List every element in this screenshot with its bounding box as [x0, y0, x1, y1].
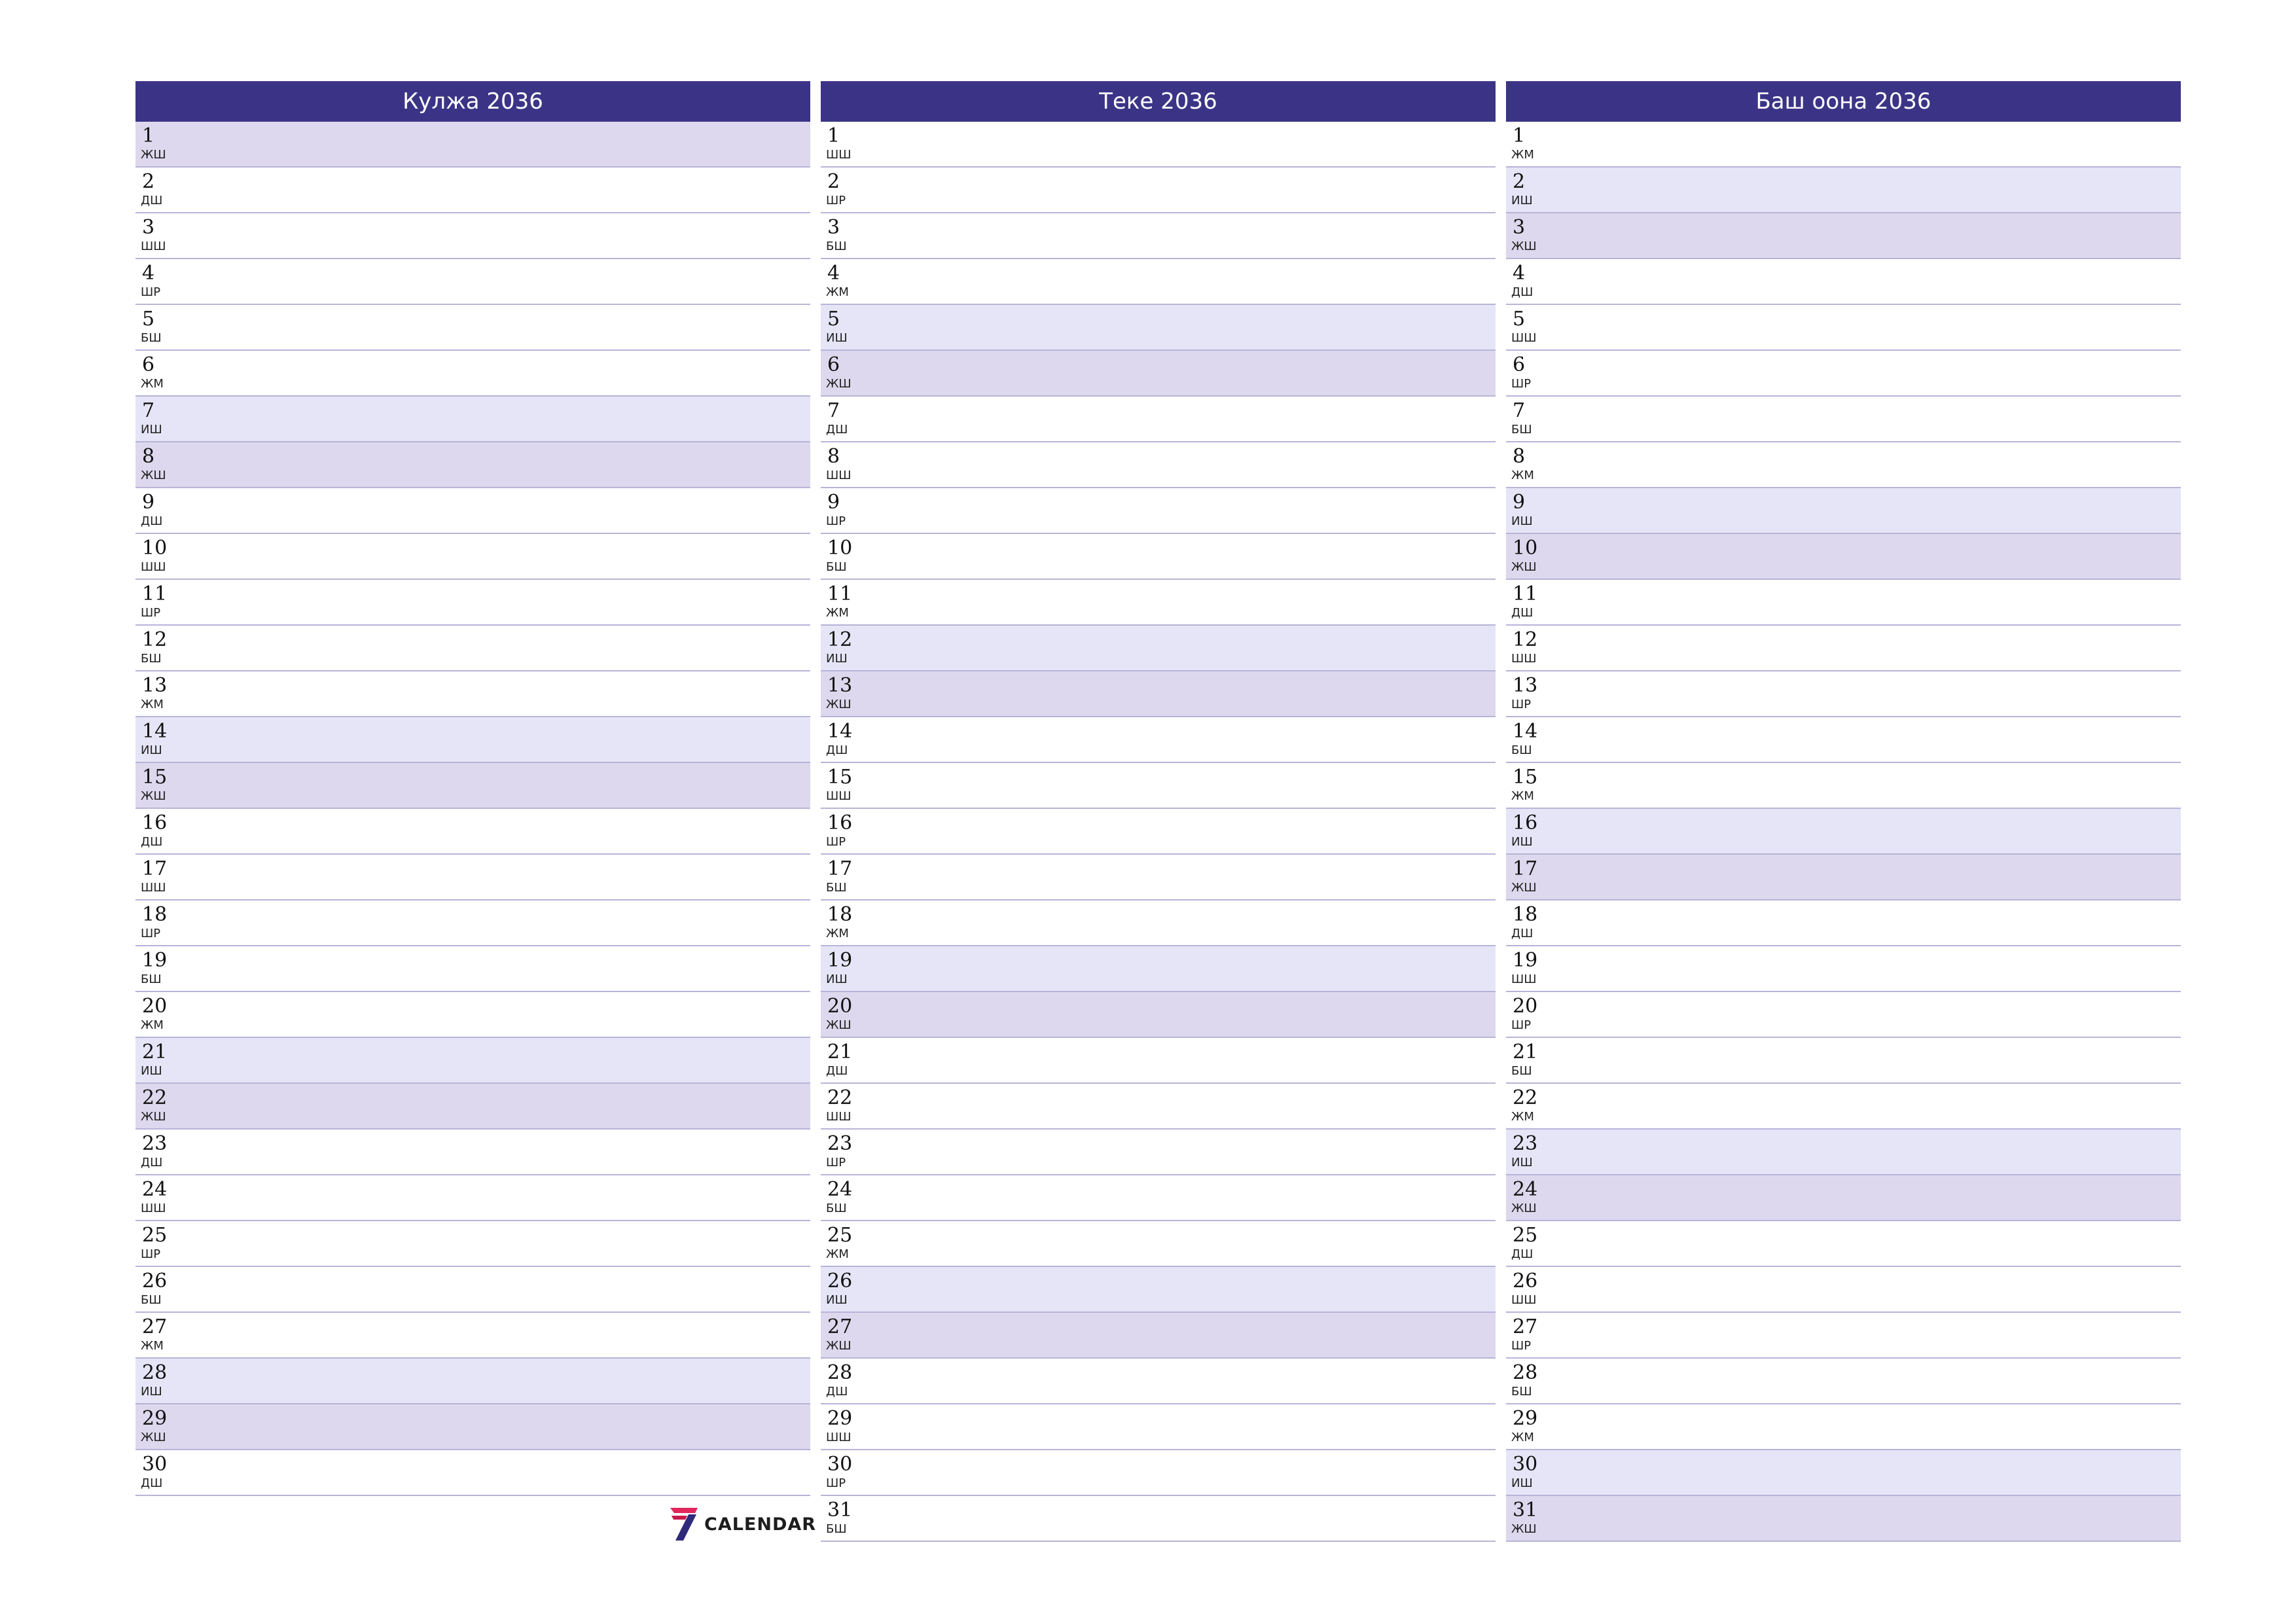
day-number: 14	[142, 720, 168, 743]
day-row	[135, 397, 810, 442]
day-row	[1506, 1359, 2181, 1404]
weekday-label: ЖШ	[826, 377, 852, 391]
day-number: 6	[142, 353, 155, 376]
day-number: 4	[827, 262, 840, 285]
day-number: 5	[827, 308, 840, 330]
day-number: 4	[142, 262, 155, 285]
day-number: 20	[1513, 995, 1538, 1018]
day-row	[1506, 1130, 2181, 1175]
day-row	[135, 488, 810, 534]
day-row	[821, 488, 1496, 534]
logo-text: CALENDAR	[704, 1514, 817, 1535]
day-number: 30	[1513, 1453, 1538, 1476]
weekday-label: БШ	[826, 240, 847, 253]
weekday-label: ЖМ	[1511, 148, 1534, 162]
day-row	[821, 717, 1496, 763]
day-number: 22	[827, 1086, 853, 1109]
day-number: 2	[1513, 170, 1526, 193]
day-row	[135, 259, 810, 305]
day-number: 1	[142, 124, 155, 147]
day-row	[135, 1313, 810, 1359]
day-number: 24	[827, 1178, 853, 1201]
day-number: 26	[142, 1270, 168, 1293]
weekday-label: ДШ	[826, 743, 848, 757]
weekday-label: ЖМ	[141, 1018, 164, 1032]
weekday-label: БШ	[1511, 743, 1532, 757]
weekday-label: ЖМ	[826, 1247, 849, 1261]
day-number: 24	[1513, 1178, 1538, 1201]
day-row	[821, 534, 1496, 580]
weekday-label: ШШ	[826, 1110, 852, 1124]
day-row	[135, 1084, 810, 1130]
weekday-label: БШ	[141, 1293, 162, 1307]
day-number: 18	[827, 903, 853, 926]
day-number: 3	[827, 216, 840, 239]
weekday-label: ИШ	[1511, 1476, 1533, 1490]
day-number: 7	[827, 399, 840, 422]
day-number: 29	[827, 1407, 853, 1430]
day-number: 17	[1513, 857, 1538, 880]
weekday-label: БШ	[141, 331, 162, 345]
day-row	[821, 809, 1496, 855]
day-row	[1506, 901, 2181, 946]
seven-logo-icon	[669, 1507, 699, 1542]
weekday-label: ШР	[826, 514, 846, 528]
day-row	[1506, 717, 2181, 763]
day-row	[1506, 305, 2181, 351]
weekday-label: ЖМ	[1511, 1110, 1534, 1124]
day-number: 21	[142, 1041, 168, 1063]
day-number: 12	[827, 628, 853, 651]
day-row	[1506, 1221, 2181, 1267]
day-row	[1506, 1084, 2181, 1130]
weekday-label: ШШ	[826, 789, 852, 803]
day-number: 2	[827, 170, 840, 193]
weekday-label: БШ	[1511, 1064, 1532, 1078]
weekday-label: ШШ	[141, 560, 166, 574]
day-number: 18	[1513, 903, 1538, 926]
day-row	[821, 992, 1496, 1038]
weekday-label: ИШ	[141, 1385, 162, 1399]
weekday-label: ДШ	[141, 194, 163, 207]
day-row	[1506, 351, 2181, 397]
weekday-label: ШР	[141, 606, 161, 620]
weekday-label: ШШ	[826, 469, 852, 482]
weekday-label: ЖМ	[826, 606, 849, 620]
day-row	[821, 1221, 1496, 1267]
weekday-label: ЖМ	[1511, 789, 1534, 803]
day-row	[135, 442, 810, 488]
day-row	[821, 168, 1496, 213]
day-row	[1506, 1313, 2181, 1359]
weekday-label: ЖШ	[141, 1431, 166, 1444]
weekday-label: ЖМ	[141, 698, 164, 711]
day-row	[821, 1313, 1496, 1359]
day-number: 15	[827, 766, 853, 789]
day-row	[821, 122, 1496, 168]
day-row	[1506, 671, 2181, 717]
calendar-grid	[135, 81, 2180, 1542]
day-number: 13	[1513, 674, 1538, 697]
day-number: 9	[827, 491, 840, 514]
weekday-label: БШ	[141, 972, 162, 986]
brand-logo	[669, 1507, 816, 1542]
day-row	[1506, 946, 2181, 992]
weekday-label: ШШ	[141, 881, 166, 895]
day-number: 11	[1513, 582, 1538, 605]
day-row	[821, 946, 1496, 992]
weekday-label: ДШ	[1511, 606, 1534, 620]
day-row	[135, 168, 810, 213]
day-number: 8	[1513, 445, 1526, 468]
day-row	[1506, 626, 2181, 671]
day-number: 7	[1513, 399, 1526, 422]
day-row	[135, 1267, 810, 1313]
day-row	[135, 717, 810, 763]
weekday-label: ШР	[826, 194, 846, 207]
day-number: 20	[142, 995, 168, 1018]
weekday-label: ЖМ	[141, 377, 164, 391]
day-row	[135, 763, 810, 809]
weekday-label: ШШ	[1511, 1293, 1537, 1307]
day-number: 6	[1513, 353, 1526, 376]
month-column	[135, 81, 810, 1542]
weekday-label: БШ	[141, 652, 162, 666]
weekday-label: ШШ	[826, 1431, 852, 1444]
weekday-label: ШШ	[141, 240, 166, 253]
day-row	[135, 1175, 810, 1221]
month-column	[821, 81, 1496, 1542]
weekday-label: ШШ	[1511, 972, 1537, 986]
day-number: 6	[827, 353, 840, 376]
day-row	[135, 626, 810, 671]
day-row	[135, 580, 810, 626]
day-number: 21	[827, 1041, 853, 1063]
day-number: 12	[1513, 628, 1538, 651]
day-number: 25	[1513, 1224, 1538, 1247]
weekday-label: ШШ	[826, 148, 852, 162]
weekday-label: ШР	[826, 1476, 846, 1490]
weekday-label: ДШ	[826, 1064, 848, 1078]
weekday-label: ШР	[1511, 1018, 1532, 1032]
day-number: 9	[1513, 491, 1526, 514]
day-number: 25	[142, 1224, 168, 1247]
weekday-label: ЖМ	[1511, 1431, 1534, 1444]
day-number: 23	[1513, 1132, 1538, 1155]
day-row	[821, 763, 1496, 809]
day-row	[1506, 397, 2181, 442]
day-number: 4	[1513, 262, 1526, 285]
weekday-label: БШ	[826, 881, 847, 895]
weekday-label: ЖШ	[826, 1018, 852, 1032]
day-row	[1506, 1404, 2181, 1450]
weekday-label: БШ	[826, 1202, 847, 1215]
day-row	[135, 1450, 810, 1496]
weekday-label: ШР	[826, 835, 846, 849]
weekday-label: ДШ	[141, 514, 163, 528]
day-number: 16	[827, 812, 853, 834]
weekday-label: ЖШ	[1511, 881, 1537, 895]
weekday-label: ДШ	[141, 1156, 163, 1169]
weekday-label: ЖШ	[141, 469, 166, 482]
day-number: 30	[827, 1453, 853, 1476]
day-number: 19	[1513, 949, 1538, 972]
weekday-label: ЖШ	[1511, 560, 1537, 574]
day-row	[821, 442, 1496, 488]
weekday-label: ЖМ	[826, 927, 849, 940]
weekday-label: ЖШ	[141, 1110, 166, 1124]
day-number: 14	[827, 720, 853, 743]
day-number: 18	[142, 903, 168, 926]
day-number: 21	[1513, 1041, 1538, 1063]
day-row	[135, 1404, 810, 1450]
day-row	[1506, 763, 2181, 809]
day-row	[1506, 1450, 2181, 1496]
day-row	[135, 213, 810, 259]
weekday-label: ЖШ	[826, 1339, 852, 1353]
weekday-label: ИШ	[1511, 514, 1533, 528]
weekday-label: ЖМ	[1511, 469, 1534, 482]
day-row	[821, 1084, 1496, 1130]
weekday-label: ШР	[826, 1156, 846, 1169]
day-row	[821, 1404, 1496, 1450]
day-number: 20	[827, 995, 853, 1018]
day-row	[1506, 1038, 2181, 1084]
weekday-label: ЖМ	[826, 285, 849, 299]
weekday-label: ИШ	[141, 423, 162, 437]
weekday-label: ИШ	[826, 331, 848, 345]
weekday-label: ШР	[141, 927, 161, 940]
day-number: 16	[1513, 812, 1538, 834]
day-number: 13	[142, 674, 168, 697]
weekday-label: ЖМ	[141, 1339, 164, 1353]
day-number: 5	[142, 308, 155, 330]
day-row	[821, 1450, 1496, 1496]
day-number: 5	[1513, 308, 1526, 330]
day-row	[821, 351, 1496, 397]
day-row	[135, 992, 810, 1038]
day-number: 27	[142, 1315, 168, 1338]
day-number: 19	[827, 949, 853, 972]
day-row	[821, 259, 1496, 305]
day-number: 2	[142, 170, 155, 193]
day-number: 27	[827, 1315, 853, 1338]
weekday-label: БШ	[1511, 423, 1532, 437]
day-row	[1506, 122, 2181, 168]
day-row	[821, 855, 1496, 901]
day-row	[1506, 809, 2181, 855]
day-number: 1	[1513, 124, 1526, 147]
day-number: 17	[142, 857, 168, 880]
day-row	[821, 580, 1496, 626]
day-row	[135, 1038, 810, 1084]
weekday-label: ИШ	[826, 652, 848, 666]
day-number: 22	[142, 1086, 168, 1109]
weekday-label: ШР	[1511, 698, 1532, 711]
day-list	[1506, 122, 2181, 1542]
day-row	[821, 1359, 1496, 1404]
day-number: 7	[142, 399, 155, 422]
day-number: 25	[827, 1224, 853, 1247]
day-row	[1506, 580, 2181, 626]
weekday-label: ДШ	[141, 835, 163, 849]
day-number: 16	[142, 812, 168, 834]
weekday-label: БШ	[1511, 1385, 1532, 1399]
weekday-label: ШШ	[1511, 652, 1537, 666]
day-number: 23	[142, 1132, 168, 1155]
weekday-label: ШР	[1511, 1339, 1532, 1353]
day-row	[1506, 442, 2181, 488]
day-row	[1506, 1496, 2181, 1542]
day-number: 3	[142, 216, 155, 239]
day-list	[821, 122, 1496, 1542]
day-number: 1	[827, 124, 840, 147]
weekday-label: ЖШ	[826, 698, 852, 711]
day-row	[821, 1038, 1496, 1084]
weekday-label: ИШ	[1511, 194, 1533, 207]
day-row	[1506, 534, 2181, 580]
day-row	[135, 305, 810, 351]
day-number: 8	[142, 445, 155, 468]
day-row	[1506, 992, 2181, 1038]
day-number: 22	[1513, 1086, 1538, 1109]
day-row	[821, 901, 1496, 946]
day-number: 10	[1513, 537, 1538, 560]
weekday-label: ЖШ	[1511, 240, 1537, 253]
day-row	[1506, 1175, 2181, 1221]
day-row	[135, 901, 810, 946]
day-number: 14	[1513, 720, 1538, 743]
day-number: 19	[142, 949, 168, 972]
day-number: 17	[827, 857, 853, 880]
weekday-label: ШШ	[1511, 331, 1537, 345]
month-title: Теке 2036	[821, 81, 1496, 122]
weekday-label: ДШ	[1511, 927, 1534, 940]
day-row	[821, 1175, 1496, 1221]
day-row	[1506, 1267, 2181, 1313]
day-row	[135, 1359, 810, 1404]
day-row	[135, 671, 810, 717]
day-number: 28	[827, 1361, 853, 1384]
weekday-label: ШР	[1511, 377, 1532, 391]
day-row	[821, 1267, 1496, 1313]
day-number: 15	[142, 766, 168, 789]
day-row	[135, 855, 810, 901]
day-number: 12	[142, 628, 168, 651]
weekday-label: ДШ	[141, 1476, 163, 1490]
day-row	[135, 122, 810, 168]
day-number: 27	[1513, 1315, 1538, 1338]
day-row	[1506, 213, 2181, 259]
day-row	[1506, 855, 2181, 901]
day-row	[1506, 259, 2181, 305]
day-number: 29	[142, 1407, 168, 1430]
weekday-label: ЖШ	[141, 789, 166, 803]
weekday-label: ИШ	[1511, 1156, 1533, 1169]
day-number: 11	[142, 582, 168, 605]
day-number: 10	[827, 537, 853, 560]
day-row	[821, 1130, 1496, 1175]
day-number: 13	[827, 674, 853, 697]
weekday-label: БШ	[826, 560, 847, 574]
weekday-label: ДШ	[1511, 285, 1534, 299]
day-list	[135, 122, 810, 1496]
day-number: 28	[1513, 1361, 1538, 1384]
weekday-label: ДШ	[826, 423, 848, 437]
day-number: 10	[142, 537, 168, 560]
weekday-label: ИШ	[141, 1064, 162, 1078]
day-number: 31	[1513, 1499, 1538, 1522]
weekday-label: ЖШ	[1511, 1522, 1537, 1536]
day-row	[1506, 488, 2181, 534]
day-number: 24	[142, 1178, 168, 1201]
day-number: 11	[827, 582, 853, 605]
weekday-label: ШР	[141, 1247, 161, 1261]
day-row	[135, 809, 810, 855]
day-row	[1506, 168, 2181, 213]
day-number: 9	[142, 491, 155, 514]
day-number: 15	[1513, 766, 1538, 789]
weekday-label: БШ	[826, 1522, 847, 1536]
day-row	[821, 1496, 1496, 1542]
day-number: 28	[142, 1361, 168, 1384]
day-row	[821, 305, 1496, 351]
day-row	[135, 1130, 810, 1175]
day-row	[821, 397, 1496, 442]
day-row	[821, 671, 1496, 717]
day-number: 31	[827, 1499, 853, 1522]
weekday-label: ШР	[141, 285, 161, 299]
day-number: 29	[1513, 1407, 1538, 1430]
weekday-label: ДШ	[1511, 1247, 1534, 1261]
weekday-label: ШШ	[141, 1202, 166, 1215]
weekday-label: ИШ	[141, 743, 162, 757]
weekday-label: ЖШ	[1511, 1202, 1537, 1215]
day-number: 30	[142, 1453, 168, 1476]
weekday-label: ЖШ	[141, 148, 166, 162]
day-number: 26	[1513, 1270, 1538, 1293]
day-number: 8	[827, 445, 840, 468]
weekday-label: ИШ	[826, 1293, 848, 1307]
day-row	[135, 534, 810, 580]
month-title: Баш оона 2036	[1506, 81, 2181, 122]
day-row	[135, 1221, 810, 1267]
day-number: 23	[827, 1132, 853, 1155]
weekday-label: ИШ	[826, 972, 848, 986]
day-row	[821, 213, 1496, 259]
weekday-label: ДШ	[826, 1385, 848, 1399]
day-number: 26	[827, 1270, 853, 1293]
month-column	[1506, 81, 2181, 1542]
day-number: 3	[1513, 216, 1526, 239]
month-title: Кулжа 2036	[135, 81, 810, 122]
day-row	[135, 946, 810, 992]
day-row	[135, 351, 810, 397]
day-row	[821, 626, 1496, 671]
weekday-label: ИШ	[1511, 835, 1533, 849]
